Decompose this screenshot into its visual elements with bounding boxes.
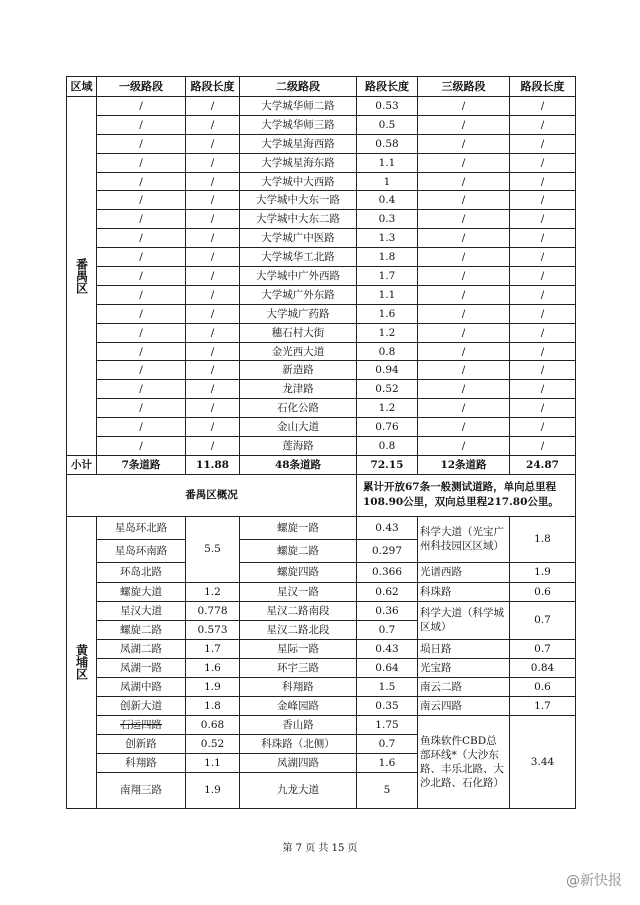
table-row: [67, 715, 576, 734]
level1-road: 石运四路: [97, 715, 186, 734]
table-row: [67, 380, 576, 399]
level3-road: /: [418, 342, 510, 361]
level1-road: /: [97, 304, 186, 323]
level1-length: /: [186, 399, 240, 418]
subtotal-level2-length: 72.15: [357, 455, 418, 474]
level1-road: 星岛环北路: [97, 516, 186, 539]
level3-road: 光谱西路: [418, 562, 510, 582]
level1-length: /: [186, 191, 240, 210]
level1-length: 0.573: [186, 620, 240, 639]
subtotal-level1: 7条道路: [97, 455, 186, 474]
level3-length: /: [510, 361, 576, 380]
table-row: [67, 267, 576, 286]
subtotal-level3: 12条道路: [418, 455, 510, 474]
level1-length: 1.6: [186, 658, 240, 677]
level1-length: 0.778: [186, 601, 240, 620]
level2-length: 1.75: [357, 715, 418, 734]
level2-length: 0.297: [357, 539, 418, 562]
header-region: 区域: [67, 77, 97, 97]
level1-road: 科翔路: [97, 753, 186, 772]
table-row: [67, 418, 576, 437]
level2-length: 1.1: [357, 285, 418, 304]
table-row: [67, 582, 576, 601]
level1-length: /: [186, 248, 240, 267]
table-row: [67, 516, 576, 539]
level1-road: /: [97, 248, 186, 267]
level1-length: 5.5: [186, 516, 240, 582]
level2-length: 0.8: [357, 437, 418, 456]
level2-length: 0.64: [357, 658, 418, 677]
level2-road: 星汉二路南段: [240, 601, 357, 620]
level3-length: 0.6: [510, 677, 576, 696]
level2-length: 0.7: [357, 734, 418, 753]
level2-road: 大学城中大东二路: [240, 210, 357, 229]
level2-length: 0.76: [357, 418, 418, 437]
table-row: [67, 323, 576, 342]
level3-road: 科学大道（光宝广州科技园区区域）: [418, 516, 510, 562]
level3-length: 1.9: [510, 562, 576, 582]
level1-road: /: [97, 210, 186, 229]
level1-road: 凤湖中路: [97, 677, 186, 696]
level1-road: /: [97, 172, 186, 191]
table-row: [67, 562, 576, 582]
level3-length: 3.44: [510, 715, 576, 808]
level3-length: /: [510, 153, 576, 172]
level2-road: 九龙大道: [240, 772, 357, 808]
level1-road: 创新路: [97, 734, 186, 753]
level2-length: 1: [357, 172, 418, 191]
region-panyu: 番禺区: [67, 97, 97, 456]
level3-road: /: [418, 172, 510, 191]
table-row: [67, 191, 576, 210]
level2-road: 螺旋二路: [240, 539, 357, 562]
level2-length: 0.35: [357, 696, 418, 715]
level1-length: 1.8: [186, 696, 240, 715]
level2-length: 0.43: [357, 516, 418, 539]
level1-road: /: [97, 418, 186, 437]
table-row: [67, 153, 576, 172]
header-length2: 路段长度: [357, 77, 418, 97]
level3-length: /: [510, 399, 576, 418]
header-length1: 路段长度: [186, 77, 240, 97]
level2-length: 0.5: [357, 115, 418, 134]
level3-road: /: [418, 304, 510, 323]
level3-length: /: [510, 172, 576, 191]
level2-length: 1.5: [357, 677, 418, 696]
level1-length: /: [186, 115, 240, 134]
subtotal-level2: 48条道路: [240, 455, 357, 474]
level2-road: 星际一路: [240, 639, 357, 658]
level2-road: 螺旋四路: [240, 562, 357, 582]
table-row: [67, 229, 576, 248]
level3-length: /: [510, 191, 576, 210]
level3-road: /: [418, 153, 510, 172]
level3-length: /: [510, 97, 576, 116]
level2-road: 大学城广中医路: [240, 229, 357, 248]
level2-road: 大学城星海西路: [240, 134, 357, 153]
table-row: [67, 437, 576, 456]
level3-road: 南云二路: [418, 677, 510, 696]
road-table: [66, 76, 576, 809]
level3-road: /: [418, 437, 510, 456]
level3-length: /: [510, 248, 576, 267]
level3-length: 0.7: [510, 639, 576, 658]
level2-length: 0.36: [357, 601, 418, 620]
level3-length: /: [510, 380, 576, 399]
table-row: [67, 304, 576, 323]
level3-length: /: [510, 437, 576, 456]
overview-row: [67, 474, 576, 516]
level3-road: /: [418, 323, 510, 342]
level2-length: 0.53: [357, 97, 418, 116]
level1-length: /: [186, 229, 240, 248]
level1-road: /: [97, 115, 186, 134]
level2-length: 0.94: [357, 361, 418, 380]
level2-length: 1.1: [357, 153, 418, 172]
level1-road: /: [97, 191, 186, 210]
level1-length: /: [186, 153, 240, 172]
level1-length: 0.68: [186, 715, 240, 734]
header-level1: 一级路段: [97, 77, 186, 97]
table-row: [67, 115, 576, 134]
table-row: [67, 97, 576, 116]
level3-road: /: [418, 418, 510, 437]
header-row: [67, 77, 576, 97]
level3-road: 科学大道（科学城区域）: [418, 601, 510, 639]
level1-road: /: [97, 229, 186, 248]
level2-length: 0.7: [357, 620, 418, 639]
level2-road: 大学城广外东路: [240, 285, 357, 304]
level2-length: 1.8: [357, 248, 418, 267]
level2-length: 1.2: [357, 399, 418, 418]
page-number: 第 7 页 共 15 页: [282, 843, 358, 854]
level3-road: /: [418, 361, 510, 380]
level1-length: /: [186, 342, 240, 361]
level2-road: 大学城广药路: [240, 304, 357, 323]
level2-length: 0.366: [357, 562, 418, 582]
level1-road: 凤湖一路: [97, 658, 186, 677]
level1-length: /: [186, 172, 240, 191]
level2-road: 星汉二路北段: [240, 620, 357, 639]
level1-road: /: [97, 399, 186, 418]
table-row: [67, 210, 576, 229]
table-row: [67, 601, 576, 620]
header-length3: 路段长度: [510, 77, 576, 97]
level2-road: 穗石村大街: [240, 323, 357, 342]
table-row: [67, 658, 576, 677]
table-row: [67, 248, 576, 267]
level2-length: 1.3: [357, 229, 418, 248]
level1-road: /: [97, 380, 186, 399]
level1-length: /: [186, 267, 240, 286]
level3-length: /: [510, 285, 576, 304]
level3-road: 南云四路: [418, 696, 510, 715]
overview-label: 番禺区概况: [67, 474, 357, 516]
table-row: [67, 134, 576, 153]
level3-length: /: [510, 210, 576, 229]
table-row: [67, 172, 576, 191]
level2-length: 1.2: [357, 323, 418, 342]
level2-length: 0.4: [357, 191, 418, 210]
table-row: [67, 399, 576, 418]
level3-length: 1.7: [510, 696, 576, 715]
level3-length: /: [510, 115, 576, 134]
level2-road: 星汉一路: [240, 582, 357, 601]
level3-length: /: [510, 323, 576, 342]
level2-road: 科珠路（北侧）: [240, 734, 357, 753]
header-level2: 二级路段: [240, 77, 357, 97]
level2-road: 凤湖四路: [240, 753, 357, 772]
level1-road: /: [97, 437, 186, 456]
level1-road: /: [97, 342, 186, 361]
level2-road: 环宇三路: [240, 658, 357, 677]
level2-road: 香山路: [240, 715, 357, 734]
level1-length: /: [186, 437, 240, 456]
subtotal-row: [67, 455, 576, 474]
level1-road: /: [97, 361, 186, 380]
table-row: [67, 361, 576, 380]
level3-length: 1.8: [510, 516, 576, 562]
level1-road: /: [97, 153, 186, 172]
level3-road: /: [418, 115, 510, 134]
level2-road: 大学城华工北路: [240, 248, 357, 267]
level1-length: /: [186, 380, 240, 399]
level1-road: 星汉大道: [97, 601, 186, 620]
level1-length: 1.2: [186, 582, 240, 601]
level3-road: 埙日路: [418, 639, 510, 658]
level2-road: 大学城中广外西路: [240, 267, 357, 286]
level1-road: 凤湖二路: [97, 639, 186, 658]
level1-length: /: [186, 418, 240, 437]
level1-road: /: [97, 134, 186, 153]
table-row: [67, 639, 576, 658]
level2-road: 螺旋一路: [240, 516, 357, 539]
level1-road: 创新大道: [97, 696, 186, 715]
table-row: [67, 677, 576, 696]
level3-length: /: [510, 229, 576, 248]
watermark: @新快报: [566, 873, 622, 889]
subtotal-level1-length: 11.88: [186, 455, 240, 474]
subtotal-level3-length: 24.87: [510, 455, 576, 474]
level2-length: 0.58: [357, 134, 418, 153]
level2-road: 莲海路: [240, 437, 357, 456]
level2-length: 0.62: [357, 582, 418, 601]
region-huangpu: 黄埔区: [67, 516, 97, 808]
level2-road: 大学城星海东路: [240, 153, 357, 172]
level2-road: 金峰园路: [240, 696, 357, 715]
level3-length: 0.7: [510, 601, 576, 639]
level3-road: 光宝路: [418, 658, 510, 677]
level2-length: 0.52: [357, 380, 418, 399]
level3-length: 0.84: [510, 658, 576, 677]
level3-road: 鱼珠软件CBD总部环线*（大沙东路、丰乐北路、大沙北路、石化路）: [418, 715, 510, 808]
level1-length: /: [186, 304, 240, 323]
level1-length: /: [186, 97, 240, 116]
level2-length: 1.6: [357, 753, 418, 772]
level2-length: 1.7: [357, 267, 418, 286]
level1-road: /: [97, 97, 186, 116]
level1-length: 1.9: [186, 677, 240, 696]
level1-length: /: [186, 323, 240, 342]
level2-road: 大学城中大西路: [240, 172, 357, 191]
level1-length: /: [186, 210, 240, 229]
level3-length: /: [510, 134, 576, 153]
level3-road: /: [418, 191, 510, 210]
level1-length: /: [186, 134, 240, 153]
level1-road: /: [97, 267, 186, 286]
level1-length: /: [186, 285, 240, 304]
level1-length: 0.52: [186, 734, 240, 753]
table-row: [67, 696, 576, 715]
level2-length: 0.43: [357, 639, 418, 658]
level3-road: 科珠路: [418, 582, 510, 601]
level3-road: /: [418, 267, 510, 286]
level1-road: 螺旋大道: [97, 582, 186, 601]
level2-length: 5: [357, 772, 418, 808]
level3-road: /: [418, 97, 510, 116]
level3-road: /: [418, 229, 510, 248]
overview-text: 累计开放67条一般测试道路，单向总里程108.90公里，双向总里程217.80公里。: [357, 474, 576, 516]
level2-road: 金山大道: [240, 418, 357, 437]
level1-length: 1.1: [186, 753, 240, 772]
level1-road: /: [97, 323, 186, 342]
level3-road: /: [418, 399, 510, 418]
level3-length: 0.6: [510, 582, 576, 601]
level1-length: 1.7: [186, 639, 240, 658]
level2-road: 金光西大道: [240, 342, 357, 361]
level1-road: 南翔三路: [97, 772, 186, 808]
level3-road: /: [418, 134, 510, 153]
level1-road: 螺旋二路: [97, 620, 186, 639]
subtotal-label: 小计: [67, 455, 97, 474]
level1-road: 星岛环南路: [97, 539, 186, 562]
level2-road: 新造路: [240, 361, 357, 380]
level2-road: 科翔路: [240, 677, 357, 696]
level3-road: /: [418, 210, 510, 229]
level2-road: 龙津路: [240, 380, 357, 399]
level1-length: /: [186, 361, 240, 380]
level1-length: 1.9: [186, 772, 240, 808]
table-row: [67, 285, 576, 304]
level2-length: 1.6: [357, 304, 418, 323]
level3-length: /: [510, 418, 576, 437]
level3-road: /: [418, 380, 510, 399]
level2-length: 0.3: [357, 210, 418, 229]
level1-road: 环岛北路: [97, 562, 186, 582]
level3-road: /: [418, 285, 510, 304]
level2-road: 石化公路: [240, 399, 357, 418]
level2-road: 大学城华师二路: [240, 97, 357, 116]
level1-road: /: [97, 285, 186, 304]
header-level3: 三级路段: [418, 77, 510, 97]
level3-length: /: [510, 304, 576, 323]
level3-length: /: [510, 267, 576, 286]
level2-road: 大学城中大东一路: [240, 191, 357, 210]
level2-length: 0.8: [357, 342, 418, 361]
table-row: [67, 342, 576, 361]
level3-length: /: [510, 342, 576, 361]
level2-road: 大学城华师三路: [240, 115, 357, 134]
level3-road: /: [418, 248, 510, 267]
